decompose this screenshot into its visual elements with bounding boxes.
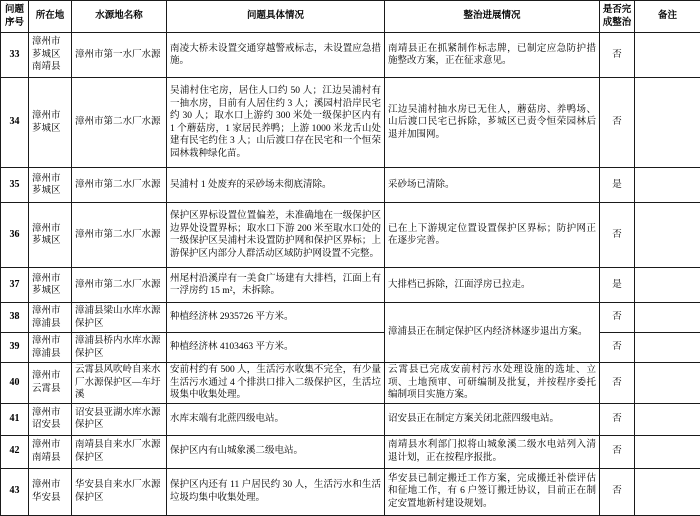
cell-problem: 安前村约有 500 人，生活污水收集不完全，有少量生活污水通过 4 个排洪口排入二级保护区，生活垃圾集中收集处理。 <box>167 363 385 404</box>
cell-location: 漳州市芗城区 <box>29 78 72 168</box>
cell-problem: 吴浦村 1 处废弃的采砂场未彻底清除。 <box>167 168 385 203</box>
cell-problem: 种植经济林 4103463 平方米。 <box>167 333 385 363</box>
table-row <box>1 168 700 203</box>
cell-source: 漳州市第二水厂水源 <box>72 203 167 268</box>
cell-no: 37 <box>1 268 29 303</box>
cell-no: 36 <box>1 203 29 268</box>
table-header <box>1 1 700 33</box>
cell-note <box>635 168 700 203</box>
cell-progress: 采砂场已清除。 <box>385 168 600 203</box>
cell-location: 漳州市芗城区 <box>29 268 72 303</box>
table-row <box>1 363 700 404</box>
cell-source: 南靖县自来水厂水源保护区 <box>72 435 167 468</box>
cell-no: 38 <box>1 303 29 333</box>
header-remarks: 备注 <box>635 1 700 33</box>
cell-done: 否 <box>600 203 635 268</box>
cell-note <box>635 435 700 468</box>
header-problem-number: 问题序号 <box>1 1 29 33</box>
cell-no: 42 <box>1 435 29 468</box>
cell-done: 否 <box>600 403 635 435</box>
cell-progress: 云霄县已完成安前村污水处理设施的选址、立项、土地预审、可研编制及批复，并按程序委托编制项目实施方案。 <box>385 363 600 404</box>
cell-problem: 保护区内有山城象溪二级电站。 <box>167 435 385 468</box>
cell-progress: 大排档已拆除，江面浮房已拉走。 <box>385 268 600 303</box>
cell-location: 漳州市芗城区 <box>29 168 72 203</box>
cell-progress: 华安县已制定搬迁工作方案，完成搬迁补偿评估和征地工作，有 6 户签订搬迁协议，目前正在制定安置地新村建设规划。 <box>385 468 600 515</box>
cell-source: 漳浦县梁山水库水源保护区 <box>72 303 167 333</box>
table-row <box>1 78 700 168</box>
cell-note <box>635 363 700 404</box>
cell-source: 诏安县亚湖水库水源保护区 <box>72 403 167 435</box>
cell-problem: 种植经济林 2935726 平方米。 <box>167 303 385 333</box>
header-problem-detail: 问题具体情况 <box>167 1 385 33</box>
cell-location: 漳州市南靖县 <box>29 435 72 468</box>
cell-note <box>635 268 700 303</box>
cell-done: 是 <box>600 168 635 203</box>
cell-done: 是 <box>600 268 635 303</box>
table-row <box>1 303 700 333</box>
cell-problem: 南凌大桥未设置交通穿越警戒标志，未设置应急措施。 <box>167 33 385 78</box>
cell-problem: 水库末端有北蔗四级电站。 <box>167 403 385 435</box>
cell-note <box>635 303 700 333</box>
cell-source: 漳州市第一水厂水源 <box>72 33 167 78</box>
cell-source: 华安县自来水厂水源保护区 <box>72 468 167 515</box>
cell-problem: 保护区内还有 11 户居民约 30 人，生活污水和生活垃圾均集中收集处理。 <box>167 468 385 515</box>
header-location: 所在地 <box>29 1 72 33</box>
cell-done: 否 <box>600 468 635 515</box>
cell-done: 否 <box>600 333 635 363</box>
cell-source: 漳州市第二水厂水源 <box>72 268 167 303</box>
table-row <box>1 33 700 78</box>
cell-no: 40 <box>1 363 29 404</box>
cell-location: 漳州市芗城区南靖县 <box>29 33 72 78</box>
cell-note <box>635 78 700 168</box>
table-row <box>1 468 700 515</box>
cell-done: 否 <box>600 303 635 333</box>
cell-progress: 已在上下游规定位置设置保护区界标；防护网正在逐步完善。 <box>385 203 600 268</box>
cell-source: 漳州市第二水厂水源 <box>72 168 167 203</box>
cell-progress: 漳浦县正在制定保护区内经济林逐步退出方案。 <box>385 303 600 363</box>
cell-note <box>635 468 700 515</box>
cell-problem: 吴浦村住宅房，居住人口约 50 人；江边吴浦村有一抽水房，目前有人居住约 3 人；溪园村沿岸民宅约 30 人；取水口上游约 300 米处一级保护区内有 1 个蘑菇房，1 家居民养鸭；上游 1000 米龙舌山处建有民宅约住 3 人；山后渡口存在民宅和一个恒荣园林栽种绿化苗。 <box>167 78 385 168</box>
cell-location: 漳州市芗城区 <box>29 203 72 268</box>
cell-done: 否 <box>600 435 635 468</box>
cell-source: 漳浦县桥内水库水源保护区 <box>72 333 167 363</box>
cell-progress: 江边吴浦村抽水房已无住人，蘑菇房、养鸭场、山后渡口民宅已拆除，芗城区已责令恒荣园林后退并加围网。 <box>385 78 600 168</box>
cell-source: 漳州市第二水厂水源 <box>72 78 167 168</box>
table-body <box>1 33 700 516</box>
cell-no: 34 <box>1 78 29 168</box>
cell-location: 漳州市云霄县 <box>29 363 72 404</box>
cell-no: 39 <box>1 333 29 363</box>
table-row <box>1 435 700 468</box>
cell-progress: 南靖县正在抓紧制作标志牌，已制定应急防护措施整改方案，正在征求意见。 <box>385 33 600 78</box>
cell-location: 漳州市华安县 <box>29 468 72 515</box>
cell-note <box>635 203 700 268</box>
header-rectification-progress: 整治进展情况 <box>385 1 600 33</box>
cell-done: 否 <box>600 363 635 404</box>
cell-source: 云霄县风吹岭自来水厂水源保护区—车圩溪 <box>72 363 167 404</box>
cell-no: 33 <box>1 33 29 78</box>
cell-location: 漳州市漳浦县 <box>29 303 72 333</box>
table-row <box>1 403 700 435</box>
header-rectification-done: 是否完成整治 <box>600 1 635 33</box>
header-water-source-name: 水源地名称 <box>72 1 167 33</box>
cell-location: 漳州市诏安县 <box>29 403 72 435</box>
cell-problem: 保护区界标设置位置偏差，未准确地在一级保护区边界处设置界标；取水口下游 200 米至取水口处的一级保护区吴浦村未设置防护网和保护区界标；上游保护区内部分人群活动区域防护网设置不完整。 <box>167 203 385 268</box>
cell-location: 漳州市漳浦县 <box>29 333 72 363</box>
cell-progress: 诏安县正在制定方案关闭北蔗四级电站。 <box>385 403 600 435</box>
cell-progress: 南靖县水利部门拟将山城象溪二级水电站列入清退计划，正在按程序报批。 <box>385 435 600 468</box>
cell-note <box>635 333 700 363</box>
cell-problem: 州尾村沿溪岸有一美食广场建有大排档，江面上有一浮房约 15 m²，未拆除。 <box>167 268 385 303</box>
cell-done: 否 <box>600 78 635 168</box>
cell-note <box>635 403 700 435</box>
cell-note <box>635 33 700 78</box>
cell-done: 否 <box>600 33 635 78</box>
table-row <box>1 203 700 268</box>
cell-no: 35 <box>1 168 29 203</box>
cell-no: 43 <box>1 468 29 515</box>
table-row <box>1 268 700 303</box>
header-row <box>1 1 700 33</box>
cell-no: 41 <box>1 403 29 435</box>
